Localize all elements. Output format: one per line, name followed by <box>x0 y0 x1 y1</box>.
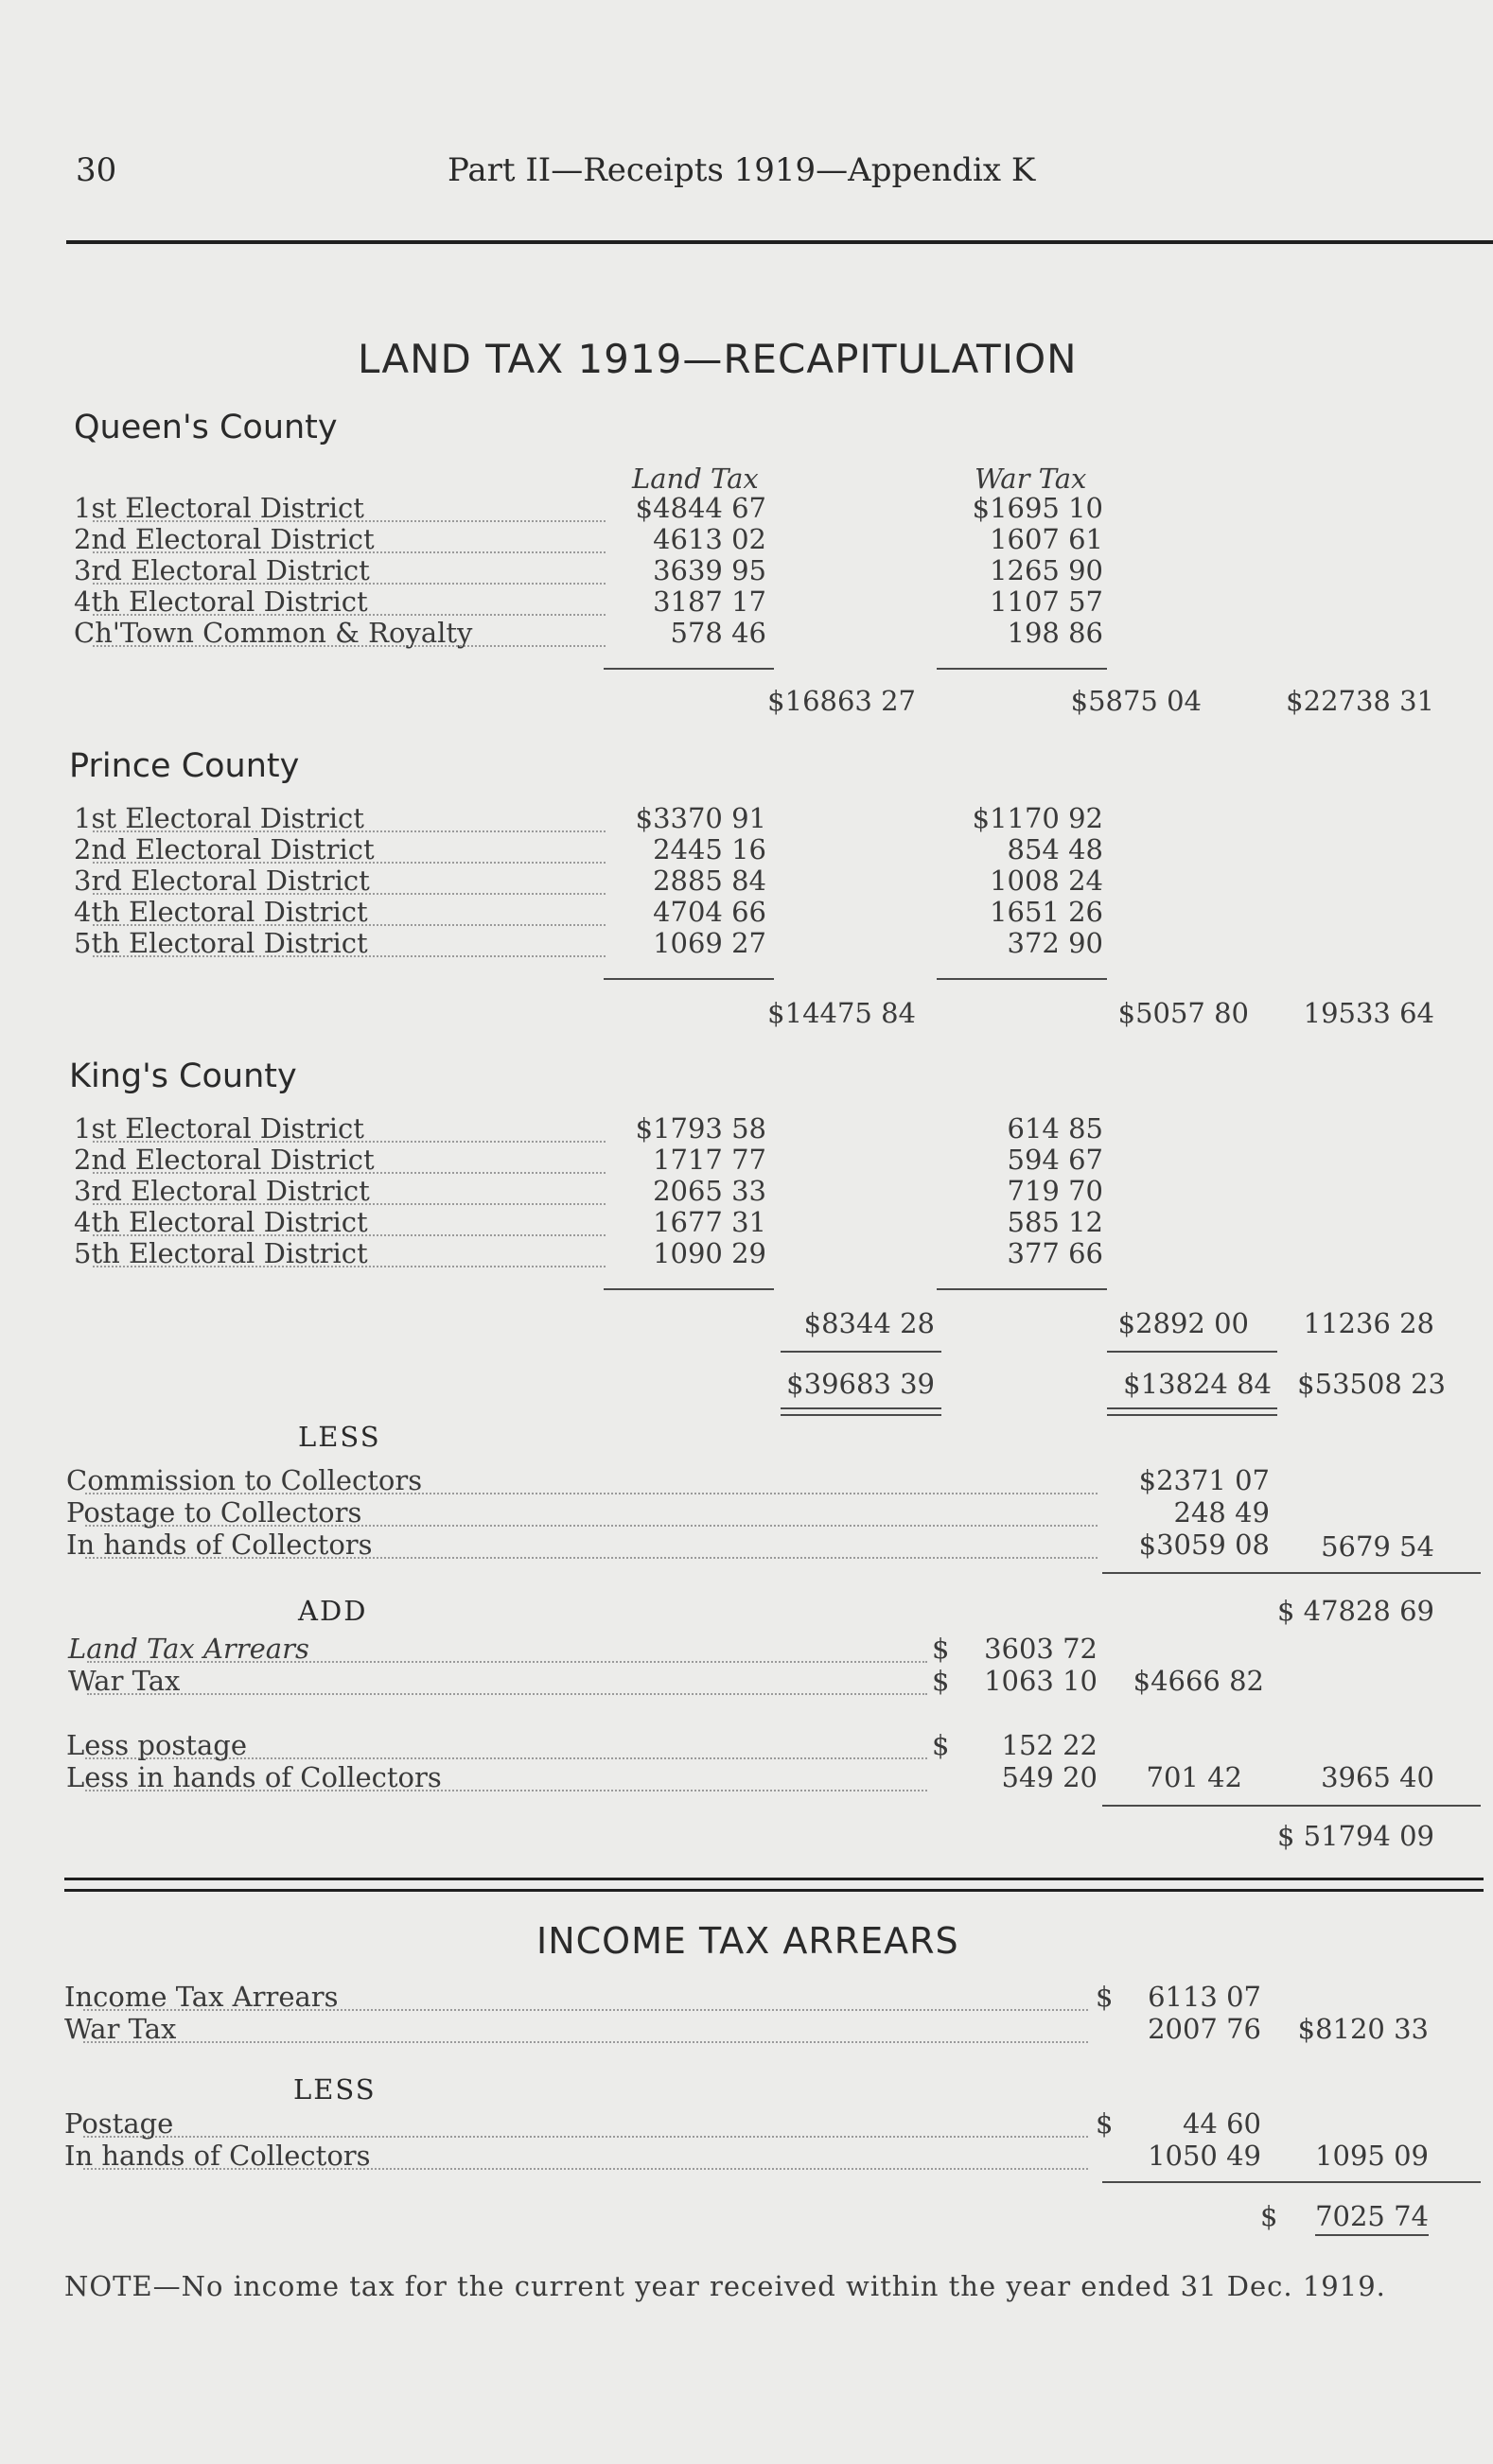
less-heading: LESS <box>298 1421 381 1453</box>
running-title: Part II—Receipts 1919—Appendix K <box>448 151 1036 189</box>
war-tax-value: 372 90 <box>1007 927 1103 959</box>
land-tax-value: $4844 67 <box>635 492 766 524</box>
row-label: In hands of Collectors <box>64 2140 371 2172</box>
war-tax-value: $1695 10 <box>972 492 1103 524</box>
land-tax-value: 4613 02 <box>653 523 766 555</box>
kings-total: 11236 28 <box>1303 1307 1434 1339</box>
section-rule-bottom <box>64 1889 1484 1892</box>
dollar-sign: $ <box>1096 1981 1114 2013</box>
income-less-total: 1095 09 <box>1315 2140 1429 2172</box>
header-rule <box>66 240 1493 244</box>
rule <box>781 1351 941 1353</box>
add-value: 3603 72 <box>984 1633 1098 1665</box>
col-war-tax: War Tax <box>975 463 1087 495</box>
rule <box>1102 2181 1481 2183</box>
less-total: 5679 54 <box>1321 1530 1434 1563</box>
income-final-dollar: $ <box>1260 2200 1278 2232</box>
prince-total-war: $5057 80 <box>1117 997 1249 1029</box>
row-label: 2nd Electoral District <box>74 1144 375 1176</box>
add-less-value: 152 22 <box>1001 1729 1098 1761</box>
row-label: War Tax <box>64 2013 177 2045</box>
war-tax-value: 614 85 <box>1007 1112 1103 1145</box>
income-value: 6113 07 <box>1148 1981 1261 2013</box>
add-less-total: 701 42 <box>1146 1761 1242 1793</box>
add-less-value: 549 20 <box>1001 1761 1098 1793</box>
land-tax-value: $1793 58 <box>635 1112 766 1145</box>
income-tax-title: INCOME TAX ARREARS <box>536 1920 959 1962</box>
war-tax-value: 1651 26 <box>990 896 1103 928</box>
land-tax-value: 1069 27 <box>653 927 766 959</box>
row-label: 5th Electoral District <box>74 1237 368 1269</box>
land-tax-value: 2885 84 <box>653 865 766 897</box>
row-label: Income Tax Arrears <box>64 1981 339 2013</box>
income-subtotal: $8120 33 <box>1297 2013 1429 2045</box>
income-less-value: 44 60 <box>1182 2107 1261 2140</box>
page-number: 30 <box>76 151 117 189</box>
row-label: Postage to Collectors <box>66 1496 362 1529</box>
war-tax-value: 1107 57 <box>990 585 1103 618</box>
row-label: Postage <box>64 2107 174 2140</box>
dollar-sign: $ <box>932 1665 950 1697</box>
prince-total-land: $14475 84 <box>767 997 916 1029</box>
dot-leader <box>83 2136 1088 2138</box>
double-rule <box>1107 1407 1277 1416</box>
row-label: Ch'Town Common & Royalty <box>74 617 473 649</box>
land-tax-value: $3370 91 <box>635 802 766 834</box>
grand-war-total: $13824 84 <box>1123 1368 1272 1400</box>
land-tax-value: 4704 66 <box>653 896 766 928</box>
war-tax-value: 377 66 <box>1007 1237 1103 1269</box>
war-tax-value: 198 86 <box>1007 617 1103 649</box>
add-heading: ADD <box>298 1595 368 1627</box>
footnote: NOTE—No income tax for the current year received within the year ended 31 Dec. 1919. <box>64 2270 1386 2302</box>
row-label: 4th Electoral District <box>74 1206 368 1238</box>
row-label: In hands of Collectors <box>66 1529 373 1561</box>
income-less-value: 1050 49 <box>1148 2140 1261 2172</box>
double-rule <box>781 1407 941 1416</box>
row-label: Land Tax Arrears <box>68 1633 309 1665</box>
grand-land-total: $39683 39 <box>786 1368 935 1400</box>
war-tax-value: 1265 90 <box>990 554 1103 586</box>
land-tax-value: 1717 77 <box>653 1144 766 1176</box>
rule <box>1102 1805 1481 1807</box>
dollar-sign: $ <box>932 1729 950 1761</box>
queens-total-land: $16863 27 <box>767 685 916 717</box>
final-total: $ 51794 09 <box>1276 1820 1434 1852</box>
queens-county-heading: Queen's County <box>74 409 338 446</box>
row-label: 5th Electoral District <box>74 927 368 959</box>
less-value: $2371 07 <box>1138 1464 1270 1496</box>
war-tax-value: 594 67 <box>1007 1144 1103 1176</box>
rule <box>604 978 774 980</box>
war-tax-value: 585 12 <box>1007 1206 1103 1238</box>
dollar-sign: $ <box>932 1633 950 1665</box>
row-label: Less postage <box>66 1729 247 1761</box>
grand-total: $53508 23 <box>1297 1368 1446 1400</box>
less-value: 248 49 <box>1173 1496 1270 1529</box>
land-tax-value: 2065 33 <box>653 1175 766 1207</box>
add-subtotal: $4666 82 <box>1133 1665 1264 1697</box>
row-label: War Tax <box>68 1665 181 1697</box>
less-value: $3059 08 <box>1138 1529 1270 1561</box>
income-value: 2007 76 <box>1148 2013 1261 2045</box>
kings-total-war: $2892 00 <box>1117 1307 1249 1339</box>
war-tax-value: 1607 61 <box>990 523 1103 555</box>
kings-county-heading: King's County <box>69 1057 297 1095</box>
add-net: 3965 40 <box>1321 1761 1434 1793</box>
prince-county-heading: Prince County <box>69 747 300 785</box>
land-tax-value: 1677 31 <box>653 1206 766 1238</box>
section-rule-top <box>64 1878 1484 1880</box>
rule <box>1102 1572 1481 1574</box>
rule <box>937 668 1107 670</box>
rule <box>604 668 774 670</box>
income-final: 7025 74 <box>1315 2200 1429 2236</box>
row-label: 3rd Electoral District <box>74 1175 370 1207</box>
land-tax-value: 3639 95 <box>653 554 766 586</box>
rule <box>937 978 1107 980</box>
prince-total: 19533 64 <box>1303 997 1434 1029</box>
row-label: 1st Electoral District <box>74 1112 364 1145</box>
row-label: 3rd Electoral District <box>74 554 370 586</box>
dollar-sign: $ <box>1096 2107 1114 2140</box>
row-label: 3rd Electoral District <box>74 865 370 897</box>
row-label: 2nd Electoral District <box>74 833 375 865</box>
land-tax-value: 2445 16 <box>653 833 766 865</box>
rule <box>604 1288 774 1290</box>
row-label: 2nd Electoral District <box>74 523 375 555</box>
war-tax-value: 1008 24 <box>990 865 1103 897</box>
col-land-tax: Land Tax <box>632 463 759 495</box>
war-tax-value: $1170 92 <box>972 802 1103 834</box>
queens-total-war: $5875 04 <box>1070 685 1202 717</box>
queens-total: $22738 31 <box>1286 685 1434 717</box>
row-label: 1st Electoral District <box>74 802 364 834</box>
add-value: 1063 10 <box>984 1665 1098 1697</box>
rule <box>937 1288 1107 1290</box>
dot-leader <box>83 2041 1088 2043</box>
war-tax-value: 854 48 <box>1007 833 1103 865</box>
less-net: $ 47828 69 <box>1276 1595 1434 1627</box>
kings-total-land: $8344 28 <box>803 1307 935 1339</box>
war-tax-value: 719 70 <box>1007 1175 1103 1207</box>
land-tax-title: LAND TAX 1919—RECAPITULATION <box>358 336 1078 382</box>
land-tax-value: 578 46 <box>670 617 766 649</box>
row-label: 4th Electoral District <box>74 896 368 928</box>
row-label: 4th Electoral District <box>74 585 368 618</box>
row-label: Less in hands of Collectors <box>66 1761 442 1793</box>
dot-leader <box>87 1693 927 1695</box>
land-tax-value: 3187 17 <box>653 585 766 618</box>
row-label: Commission to Collectors <box>66 1464 423 1496</box>
income-less-heading: LESS <box>293 2073 377 2106</box>
land-tax-value: 1090 29 <box>653 1237 766 1269</box>
row-label: 1st Electoral District <box>74 492 364 524</box>
rule <box>1107 1351 1277 1353</box>
